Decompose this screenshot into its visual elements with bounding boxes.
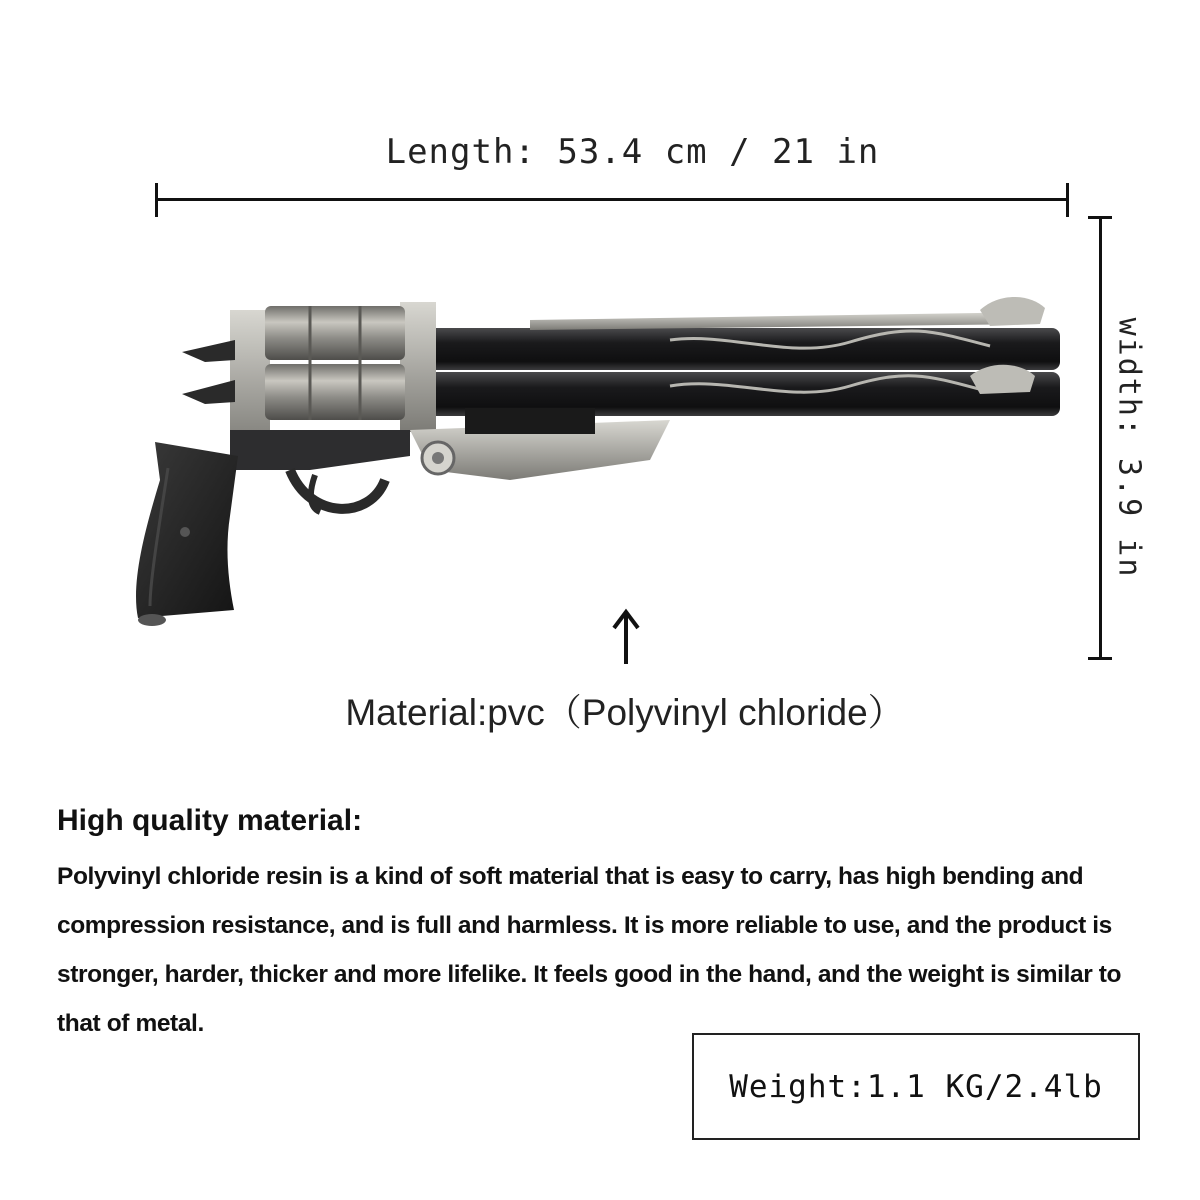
material-label: Material:pvc（Polyvinyl chloride） [345, 692, 905, 733]
weight-box [692, 1033, 1140, 1140]
length-dimension-start-cap [155, 183, 158, 217]
lower-cylinder [265, 364, 405, 420]
up-arrow-icon [606, 608, 646, 666]
material-description: Polyvinyl chloride resin is a kind of soft material that is easy to carry, has high bending and compression resistance, and is full and harmless. It is more reliable to use, and the product is stronger, harder, thicker and more lifelike. It feels good in the hand, and the weight is similar to that of metal. [57, 863, 1122, 1037]
length-dimension-end-cap [1066, 183, 1069, 217]
width-dimension-line [1099, 217, 1102, 659]
width-dimension-bottom-cap [1088, 657, 1112, 660]
product-image [110, 280, 1080, 640]
width-label: width: 3.9 in [1111, 317, 1147, 579]
length-label: Length: 53.4 cm / 21 in [385, 132, 880, 172]
section-heading: High quality material: [57, 804, 363, 837]
length-dimension-line [157, 198, 1069, 201]
weight-label: Weight:1.1 KG/2.4lb [729, 1068, 1103, 1105]
upper-barrel [410, 328, 1060, 370]
upper-cylinder [265, 306, 405, 360]
